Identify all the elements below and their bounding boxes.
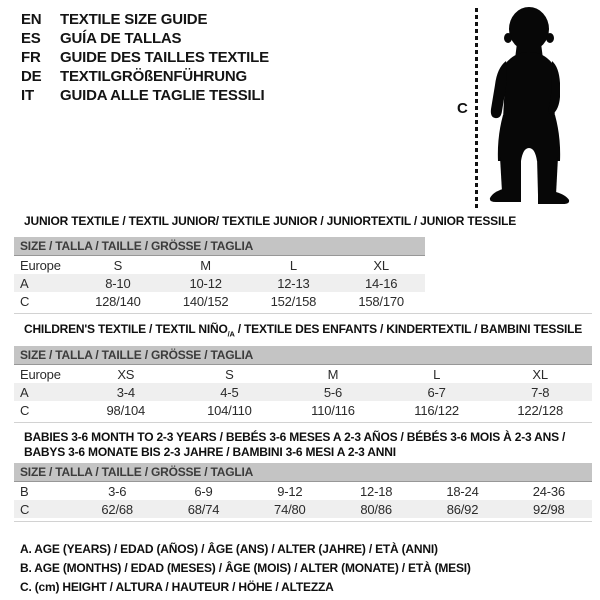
table-row <box>14 292 425 310</box>
section-divider <box>14 313 592 314</box>
size-value-cell: M <box>200 257 211 273</box>
size-value-cell: 24-36 <box>532 483 565 499</box>
language-code: IT <box>21 87 34 104</box>
size-value-cell: 98/104 <box>106 402 146 418</box>
language-row <box>21 29 269 48</box>
table-row <box>14 500 592 518</box>
title-text: JUNIOR TEXTILE / TEXTIL JUNIOR/ TEXTILE JUNIOR / JUNIORTEXTIL / JUNIOR TESSILE <box>24 214 517 228</box>
language-row <box>21 86 269 105</box>
language-code: FR <box>21 49 41 66</box>
size-value-cell: 18-24 <box>446 483 479 499</box>
size-value-cell: 7-8 <box>531 384 550 400</box>
size-header-bar: SIZE / TALLA / TAILLE / GRÖSSE / TAGLIA <box>14 237 425 256</box>
size-value-cell: 128/140 <box>95 293 141 309</box>
language-guide-title: GUIDA ALLE TAGLIE TESSILI <box>60 87 265 104</box>
row-label: C <box>20 293 30 309</box>
title-text: CHILDREN'S TEXTILE / TEXTIL NIÑO <box>24 322 228 336</box>
language-row <box>21 67 269 86</box>
babies-textile-section <box>0 430 600 530</box>
size-value-cell: XS <box>117 366 135 382</box>
row-label: Europe <box>20 257 61 273</box>
size-value-cell: 3-6 <box>108 483 127 499</box>
size-value-cell: L <box>289 257 297 273</box>
table-row <box>14 365 592 383</box>
size-value-cell: 68/74 <box>187 501 220 517</box>
size-value-cell: 3-4 <box>116 384 135 400</box>
height-dashed-line <box>475 8 478 210</box>
size-value-cell: 86/92 <box>446 501 479 517</box>
size-value-cell: 158/170 <box>358 293 404 309</box>
size-header-bar: SIZE / TALLA / TAILLE / GRÖSSE / TAGLIA <box>14 463 592 482</box>
toddler-silhouette-icon <box>485 5 575 205</box>
babies-size-table <box>14 482 592 518</box>
row-label: A <box>20 384 29 400</box>
size-value-cell: S <box>225 366 234 382</box>
table-row <box>14 274 425 292</box>
row-label: Europe <box>20 366 61 382</box>
language-code: DE <box>21 68 42 85</box>
language-guide-title: GUÍA DE TALLAS <box>60 30 182 47</box>
size-value-cell: 116/122 <box>414 402 459 418</box>
size-value-cell: 4-5 <box>220 384 239 400</box>
junior-table-title <box>24 214 592 229</box>
section-divider <box>14 521 592 522</box>
title-text: BABYS 3-6 MONATE BIS 2-3 JAHRE / BAMBINI 3-6 MESI A 2-3 ANNI <box>24 445 396 459</box>
size-value-cell: 110/116 <box>311 402 355 418</box>
table-row <box>14 383 592 401</box>
size-value-cell: XL <box>373 257 389 273</box>
size-value-cell: 80/86 <box>360 501 392 517</box>
size-value-cell: 12-13 <box>277 275 310 291</box>
table-row <box>14 482 592 500</box>
size-value-cell: XL <box>532 366 548 382</box>
footnote-line: A. AGE (YEARS) / EDAD (AÑOS) / ÂGE (ANS) / ALTER (JAHRE) / ETÀ (ANNI) <box>20 542 438 556</box>
language-guide-title: TEXTILE SIZE GUIDE <box>60 11 208 28</box>
size-value-cell: M <box>327 366 339 382</box>
title-subscript: /A <box>227 329 235 339</box>
size-value-cell: 6-9 <box>194 483 213 499</box>
size-value-cell: 74/80 <box>274 501 306 517</box>
language-row <box>21 48 269 67</box>
junior-textile-section <box>0 214 600 322</box>
row-label: B <box>20 483 29 499</box>
size-value-cell: 9-12 <box>277 483 303 499</box>
size-header-bar: SIZE / TALLA / TAILLE / GRÖSSE / TAGLIA <box>14 346 592 365</box>
childrens-table-title <box>24 322 592 341</box>
size-value-cell: L <box>433 366 441 382</box>
size-value-cell: 62/68 <box>101 501 133 517</box>
language-code: ES <box>21 30 41 47</box>
language-guide-title: TEXTILGRÖßENFÜHRUNG <box>60 68 248 85</box>
height-marker-label: C <box>457 100 468 117</box>
language-title-list <box>21 10 269 105</box>
size-value-cell: 6-7 <box>427 384 446 400</box>
size-value-cell: 92/98 <box>533 501 565 517</box>
footnote-line: B. AGE (MONTHS) / EDAD (MESES) / ÂGE (MOIS) / ALTER (MONATE) / ETÀ (MESI) <box>20 561 471 575</box>
footnotes <box>20 540 471 597</box>
size-value-cell: 122/128 <box>517 402 563 418</box>
row-label: A <box>20 275 29 291</box>
babies-table-title <box>24 430 592 460</box>
junior-size-table <box>14 256 425 310</box>
childrens-textile-section <box>0 322 600 430</box>
size-value-cell: 10-12 <box>189 275 222 291</box>
size-value-cell: 104/110 <box>207 402 252 418</box>
table-row <box>14 256 425 274</box>
size-value-cell: 5-6 <box>323 384 343 400</box>
junior-table <box>14 237 425 310</box>
childrens-table <box>14 346 592 419</box>
row-label: C <box>20 402 30 418</box>
section-divider <box>14 422 592 423</box>
language-code: EN <box>21 11 42 28</box>
babies-table <box>14 463 592 518</box>
size-value-cell: 8-10 <box>105 275 131 291</box>
row-label: C <box>20 501 30 517</box>
childrens-size-table <box>14 365 592 419</box>
table-row <box>14 401 592 419</box>
language-guide-title: GUIDE DES TAILLES TEXTILE <box>60 49 269 66</box>
footnote-line: C. (cm) HEIGHT / ALTURA / HAUTEUR / HÖHE / ALTEZZA <box>20 580 334 594</box>
size-value-cell: S <box>113 257 123 273</box>
size-value-cell: 140/152 <box>182 293 229 309</box>
size-value-cell: 14-16 <box>365 275 398 291</box>
size-value-cell: 152/158 <box>270 293 317 309</box>
title-text: BABIES 3-6 MONTH TO 2-3 YEARS / BEBÉS 3-6 MESES A 2-3 AÑOS / BÉBÉS 3-6 MOIS À 2-3 ANS / <box>24 430 566 444</box>
language-row <box>21 10 269 29</box>
size-value-cell: 12-18 <box>360 483 393 499</box>
title-text: / TEXTILE DES ENFANTS / KINDERTEXTIL / BAMBINI TESSILE <box>234 322 583 336</box>
height-figure <box>450 0 600 216</box>
